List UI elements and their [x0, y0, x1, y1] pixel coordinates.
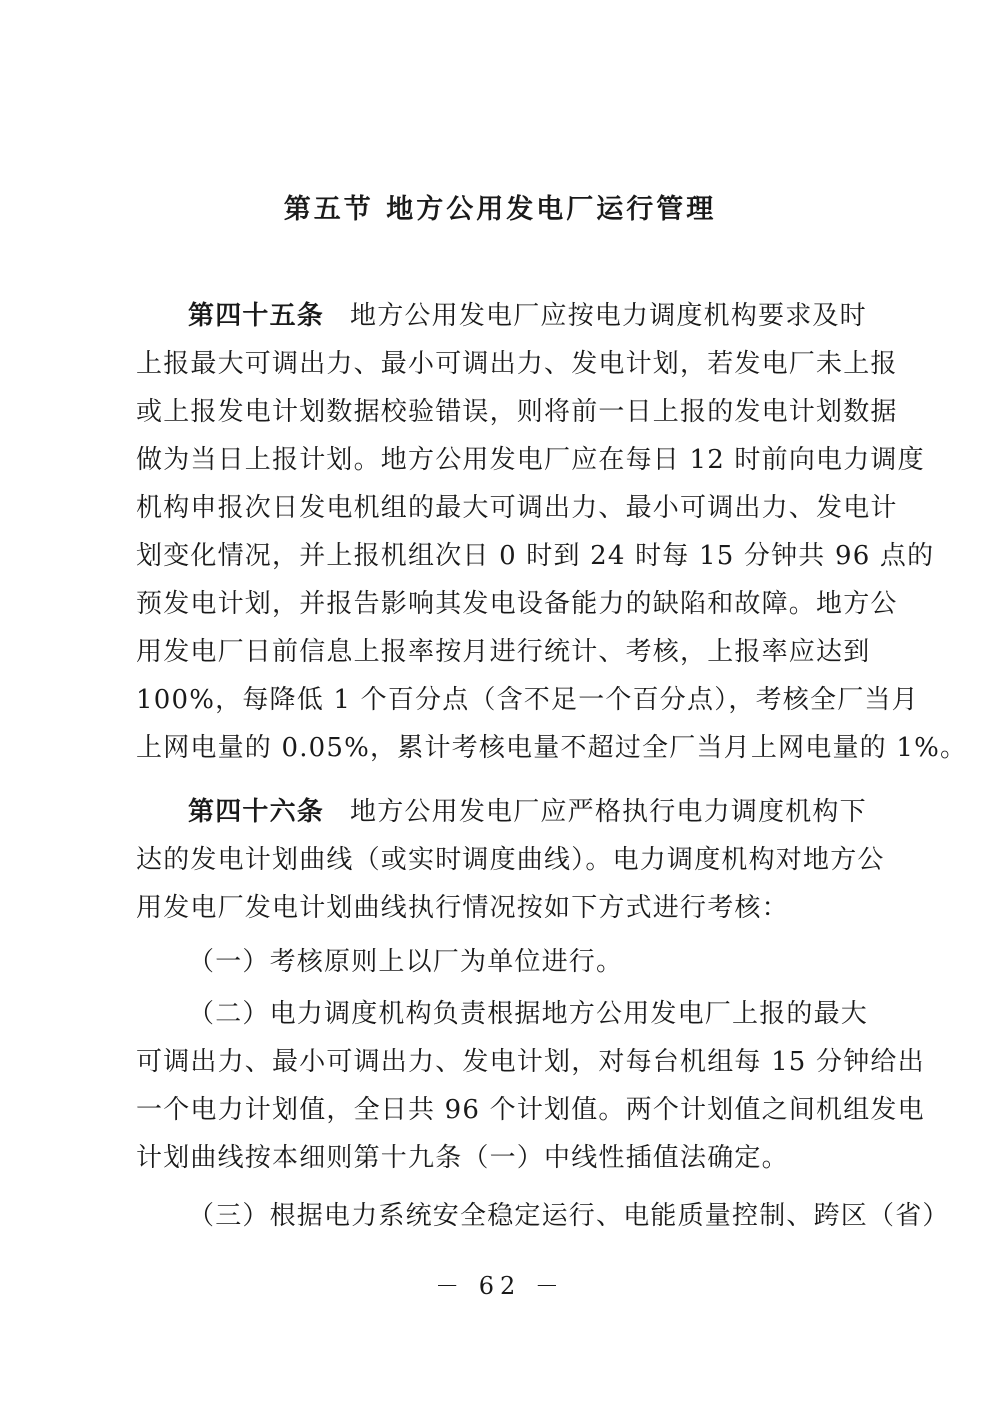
article-46-text: 地方公用发电厂应严格执行电力调度机构下	[350, 797, 867, 827]
article-45-line-2: 上报最大可调出力、最小可调出力、发电计划，若发电厂未上报	[136, 349, 898, 379]
item-2-line-3: 一个电力计划值，全日共 96 个计划值。两个计划值之间机组发电	[136, 1095, 925, 1125]
page-number: － 62 －	[435, 1272, 565, 1300]
article-45-line-7: 预发电计划，并报告影响其发电设备能力的缺陷和故障。地方公	[136, 589, 898, 619]
article-46-label: 第四十六条	[188, 797, 325, 827]
article-45-line-9: 100%，每降低 1 个百分点（含不足一个百分点），考核全厂当月	[136, 685, 919, 715]
article-46-line-1	[188, 792, 878, 832]
item-2-line-1: （二）电力调度机构负责根据地方公用发电厂上报的最大	[188, 999, 869, 1029]
article-46-line-2: 达的发电计划曲线（或实时调度曲线）。电力调度机构对地方公	[136, 845, 885, 875]
article-45-line-5: 机构申报次日发电机组的最大可调出力、最小可调出力、发电计	[136, 493, 898, 523]
article-45-line-1	[188, 296, 878, 336]
item-2-line-4: 计划曲线按本细则第十九条（一）中线性插值法确定。	[136, 1143, 789, 1173]
item-3-line-1: （三）根据电力系统安全稳定运行、电能质量控制、跨区（省）	[188, 1201, 950, 1231]
article-45-label: 第四十五条	[188, 301, 325, 331]
article-45-line-8: 用发电厂日前信息上报率按月进行统计、考核，上报率应达到	[136, 637, 871, 667]
article-45-line-3: 或上报发电计划数据校验错误，则将前一日上报的发电计划数据	[136, 397, 898, 427]
article-45-line-4: 做为当日上报计划。地方公用发电厂应在每日 12 时前向电力调度	[136, 445, 925, 475]
article-45-text: 地方公用发电厂应按电力调度机构要求及时	[350, 301, 867, 331]
article-45-line-10: 上网电量的 0.05%，累计考核电量不超过全厂当月上网电量的 1%。	[136, 733, 968, 763]
item-2-line-2: 可调出力、最小可调出力、发电计划，对每台机组每 15 分钟给出	[136, 1047, 925, 1077]
section-title: 第五节 地方公用发电厂运行管理	[283, 194, 717, 225]
item-1-line-1: （一）考核原则上以厂为单位进行。	[188, 947, 624, 977]
article-46-line-3: 用发电厂发电计划曲线执行情况按如下方式进行考核：	[136, 893, 789, 923]
article-45-line-6: 划变化情况，并上报机组次日 0 时到 24 时每 15 分钟共 96 点的	[136, 541, 935, 571]
